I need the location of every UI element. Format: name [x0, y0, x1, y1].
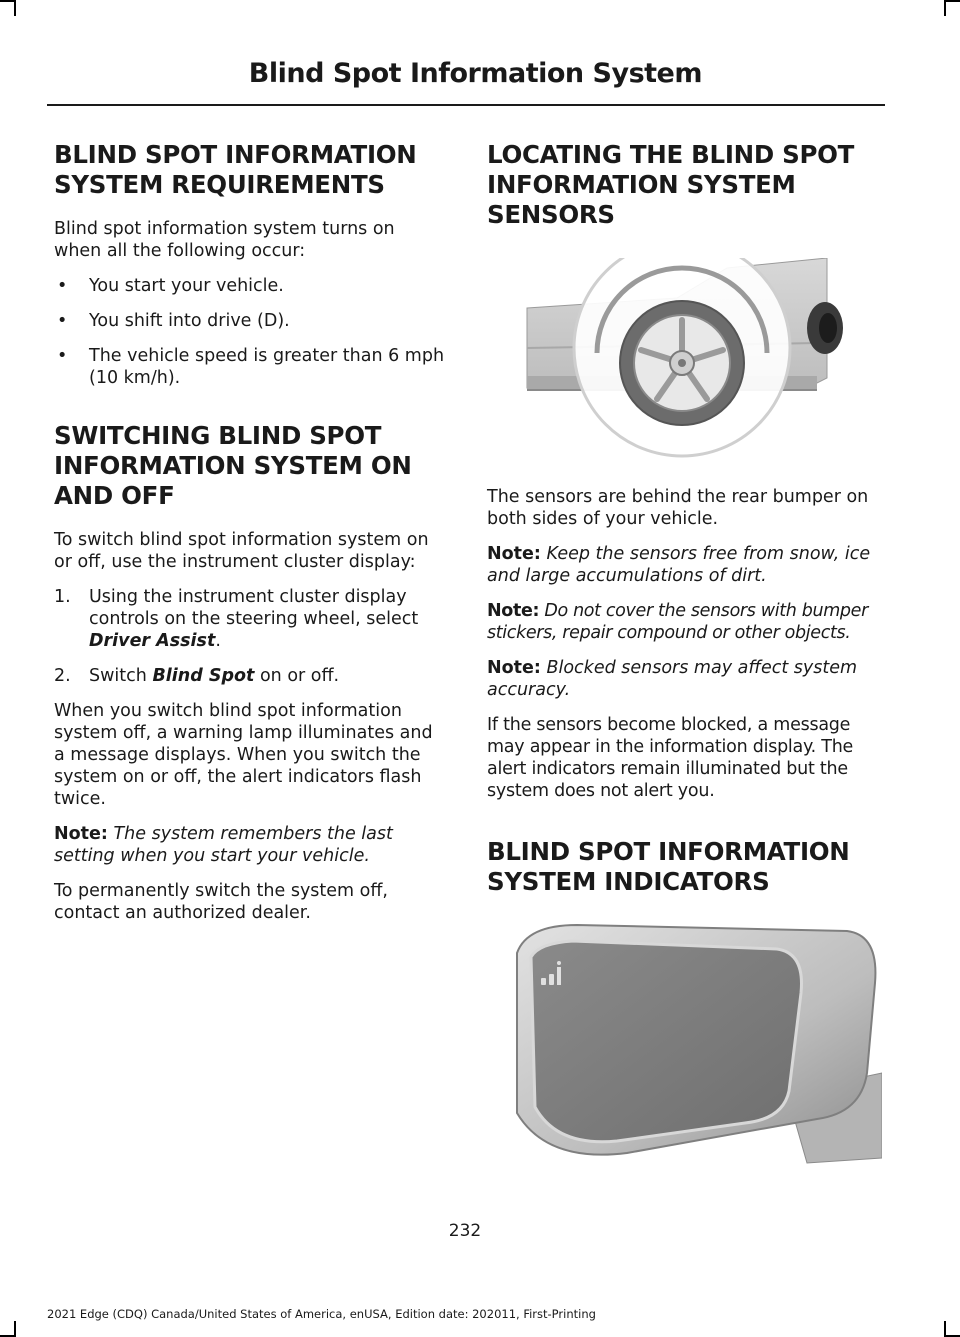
list-item: 1. Using the instrument cluster display controls on the steering wheel, select Driver Assist.: [54, 587, 419, 651]
crop-mark: [14, 1321, 16, 1337]
dealer-paragraph: To permanently switch the system off, contact an authorized dealer.: [54, 881, 388, 923]
switching-paragraph: When you switch blind spot information system off, a warning lamp illuminates and a message displays. When you switch the system on or off, the alert indicators flash twice.: [54, 701, 433, 809]
right-column: [487, 140, 882, 1183]
crop-mark: [944, 1321, 946, 1337]
header-divider: [47, 104, 885, 106]
note: Note: Blocked sensors may affect system accuracy.: [487, 658, 858, 700]
side-mirror-indicator-illustration: [487, 923, 882, 1183]
section-heading-locating: LOCATING THE BLIND SPOT INFORMATION SYSTEM SENSORS: [487, 140, 855, 229]
rear-bumper-sensor-illustration: [487, 258, 882, 458]
switching-steps: [54, 586, 446, 687]
crop-mark: [944, 0, 946, 16]
menu-name-driver-assist: Driver Assist: [89, 631, 216, 651]
sensors-location-paragraph: The sensors are behind the rear bumper on both sides of your vehicle.: [487, 487, 869, 529]
note: Note: Keep the sensors free from snow, ice and large accumulations of dirt.: [487, 544, 871, 586]
section-heading-switching: SWITCHING BLIND SPOT INFORMATION SYSTEM ON AND OFF: [54, 421, 412, 510]
page-header-title: Blind Spot Information System: [248, 58, 702, 89]
note: Note: The system remembers the last setting when you start your vehicle.: [54, 824, 393, 866]
requirements-list: [54, 275, 446, 389]
menu-name-blind-spot: Blind Spot: [152, 666, 255, 686]
list-item: 2. Switch Blind Spot on or off.: [54, 666, 340, 686]
page-number: 232: [448, 1221, 482, 1241]
section-heading-requirements: BLIND SPOT INFORMATION SYSTEM REQUIREMENTS: [54, 140, 417, 199]
list-item: • You shift into drive (D).: [57, 311, 290, 331]
note: Note: Do not cover the sensors with bumper stickers, repair compound or other objects.: [487, 601, 868, 643]
crop-mark: [14, 0, 16, 16]
list-item: • The vehicle speed is greater than 6 mph (10 km/h).: [57, 346, 445, 388]
edition-line: 2021 Edge (CDQ) Canada/United States of America, enUSA, Edition date: 202011, First-Printing: [47, 1307, 596, 1321]
left-column: [54, 140, 446, 937]
blocked-sensors-paragraph: If the sensors become blocked, a message may appear in the information display. The alert indicators remain illuminated but the system does not alert you.: [487, 715, 854, 801]
switching-intro: To switch blind spot information system on or off, use the instrument cluster display:: [54, 530, 429, 572]
list-item: • You start your vehicle.: [57, 276, 284, 296]
crop-mark: [944, 0, 960, 2]
requirements-intro: Blind spot information system turns on when all the following occur:: [54, 219, 395, 261]
section-heading-indicators: BLIND SPOT INFORMATION SYSTEM INDICATORS: [487, 837, 850, 896]
